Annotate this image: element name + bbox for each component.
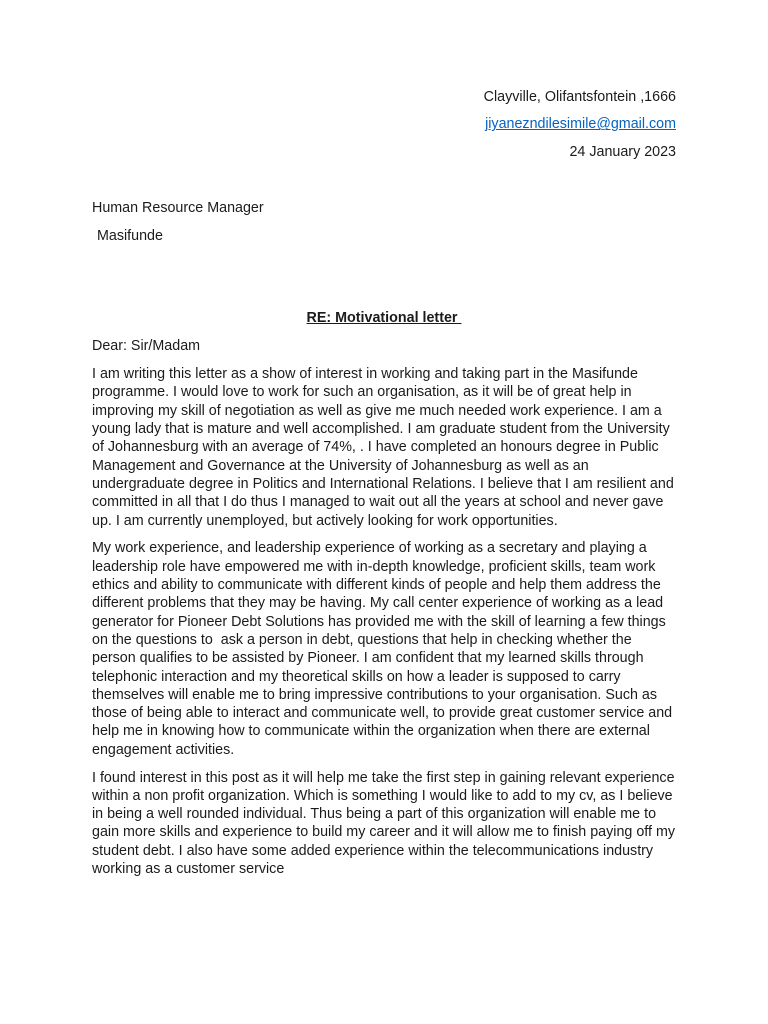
letter-body xyxy=(92,365,679,878)
recipient-block xyxy=(92,199,676,245)
recipient-organization: Masifunde xyxy=(97,227,163,244)
subject-row xyxy=(92,309,676,327)
subject-line: RE: Motivational letter xyxy=(306,309,462,326)
sender-address: Clayville, Olifantsfontein ,1666 xyxy=(483,89,676,105)
sender-date: 24 January 2023 xyxy=(569,143,676,160)
body-paragraph-2: My work experience, and leadership experience of working as a secretary and playing a leadership role have empowered me with in-depth knowledge, proficient skills, team work ethics and ability to communicate with different kinds of people and help them address the different problems that they may be having. My call center experience of working as a lead generator for Pioneer Debt Solutions has provided me with the skill of learning a few things on the questions to ask a person in debt, questions that help in checking whether the person qualifies to be assisted by Pioneer. I am confident that my learned skills through telephonic interaction and my theoretical skills on how a leader is supposed to carry themselves will enable me to bring impressive contributions to your organisation. Such as those of being able to interact and communicate well, to provide great customer service and help me in knowing how to communicate within the organization when there are external engagement activities. xyxy=(92,540,677,758)
salutation: Dear: Sir/Madam xyxy=(92,338,201,355)
body-paragraph-3: I found interest in this post as it will help me take the first step in gaining relevant experience within a non profit organization. Which is something I would like to add to my cv, as I believe in being a well rounded individual. Thus being a part of this organization will enable me to gain more skills and experience to build my career and it will allow me to finish paying off my student debt. I also have some added experience within the telecommunications industry working as a customer service xyxy=(92,769,679,878)
sender-block xyxy=(92,88,676,161)
recipient-name: Human Resource Manager xyxy=(92,199,264,216)
body-paragraph-1: I am writing this letter as a show of interest in working and taking part in the Masifunde programme. I would love to work for such an organisation, as it will be of great help in improving my skill of negotiation as well as give me much needed work experience. I am a young lady that is mature and well accomplished. I am graduate student from the University of Johannesburg with an average of 74%, . I have completed an honours degree in Public Management and Governance at the University of Johannesburg as well as an undergraduate degree in Politics and International Relations. I believe that I am resilient and committed in all that I do thus I managed to wait out all the years at school and never gave up. I am currently unemployed, but actively looking for work opportunities. xyxy=(92,366,678,529)
sender-email-line xyxy=(92,115,676,133)
sender-email-link[interactable]: jiyanezndilesimile@gmail.com xyxy=(485,116,676,133)
